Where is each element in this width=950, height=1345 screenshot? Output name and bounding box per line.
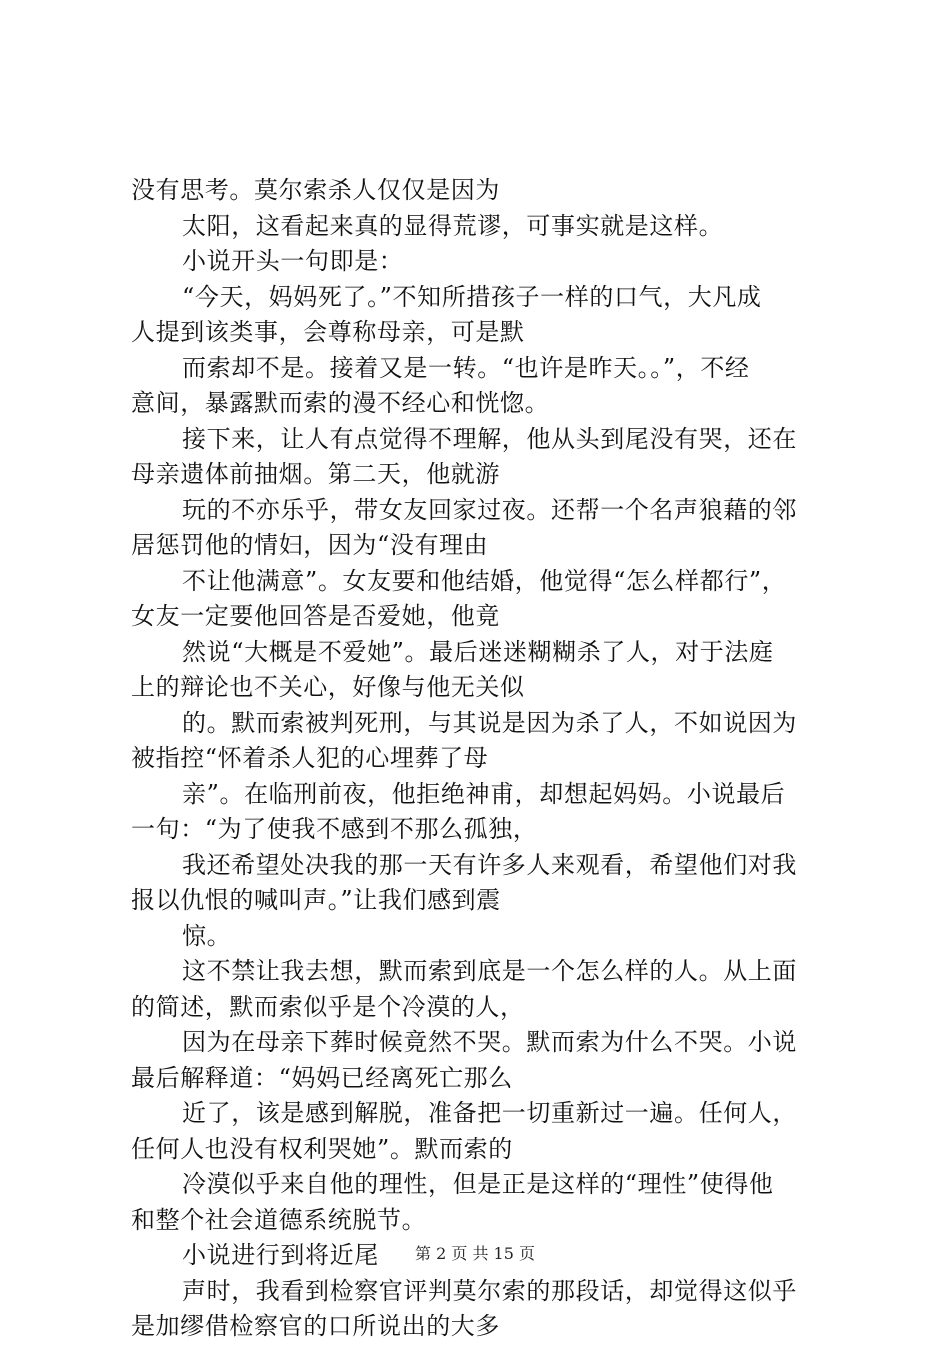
text-line: 报以仇恨的喊叫声。”让我们感到震: [131, 886, 501, 914]
text-line: 这不禁让我去想，默而索到底是一个怎么样的人。从上面: [182, 957, 797, 985]
text-line: 任何人也没有权利哭她”。默而索的: [131, 1134, 513, 1163]
text-line: 不让他满意”。女友要和他结婚，他觉得“怎么样都行”，: [182, 566, 787, 595]
text-line: 意间，暴露默而索的漫不经心和恍惚。: [131, 389, 550, 417]
text-line: “今天，妈妈死了。”不知所措孩子一样的口气，大凡成: [182, 282, 762, 311]
text-line: 玩的不亦乐乎，带女友回家过夜。还帮一个名声狼藉的邻: [182, 495, 797, 524]
text-line: 的简述，默而索似乎是个冷漠的人，: [131, 992, 525, 1021]
text-line: 因为在母亲下葬时候竟然不哭。默而索为什么不哭。小说: [182, 1028, 797, 1056]
text-line: 没有思考。莫尔索杀人仅仅是因为: [131, 176, 500, 204]
page-footer: 第 2 页 共 15 页: [415, 1244, 535, 1263]
text-line: 冷漠似乎来自他的理性，但是正是这样的“理性”使得他: [182, 1170, 774, 1198]
text-line: 惊。: [182, 921, 232, 950]
text-line: 被指控“怀着杀人犯的心埋葬了母: [131, 744, 489, 772]
text-line: 小说进行到将近尾: [182, 1241, 379, 1269]
text-line: 小说开头一句即是：: [182, 247, 404, 275]
text-line: 接下来，让人有点觉得不理解，他从头到尾没有哭，还在: [182, 424, 797, 453]
text-line: 女友一定要他回答是否爱她，他竟: [131, 602, 500, 630]
text-line: 是加缪借检察官的口所说出的大多: [131, 1312, 500, 1340]
text-line: 母亲遗体前抽烟。第二天，他就游: [131, 460, 500, 488]
text-line: 我还希望处决我的那一天有许多人来观看，希望他们对我: [182, 850, 797, 879]
text-line: 然说“大概是不爱她”。最后迷迷糊糊杀了人，对于法庭: [182, 637, 774, 666]
text-line: 居惩罚他的情妇，因为“没有理由: [131, 531, 489, 559]
body-text: [131, 173, 831, 1345]
text-line: 的。默而索被判死刑，与其说是因为杀了人，不如说因为: [182, 708, 797, 737]
text-line: 近了，该是感到解脱，准备把一切重新过一遍。任何人，: [182, 1099, 797, 1127]
text-line: 声时，我看到检察官评判莫尔索的那段话，却觉得这似乎: [182, 1276, 797, 1305]
text-line: 人提到该类事，会尊称母亲，可是默: [131, 318, 525, 346]
text-line: 而索却不是。接着又是一转。“也许是昨天。。”，不经: [182, 353, 750, 382]
text-line: 和整个社会道德系统脱节。: [131, 1205, 427, 1234]
text-line: 太阳，这看起来真的显得荒谬，可事实就是这样。: [182, 211, 724, 240]
text-line: 上的辩论也不关心，好像与他无关似: [131, 673, 525, 701]
text-line: 最后解释道：“妈妈已经离死亡那么: [131, 1063, 513, 1092]
text-line: 亲”。在临刑前夜，他拒绝神甫，却想起妈妈。小说最后: [182, 779, 786, 808]
text-line: 一句：“为了使我不感到不那么孤独，: [131, 815, 538, 843]
